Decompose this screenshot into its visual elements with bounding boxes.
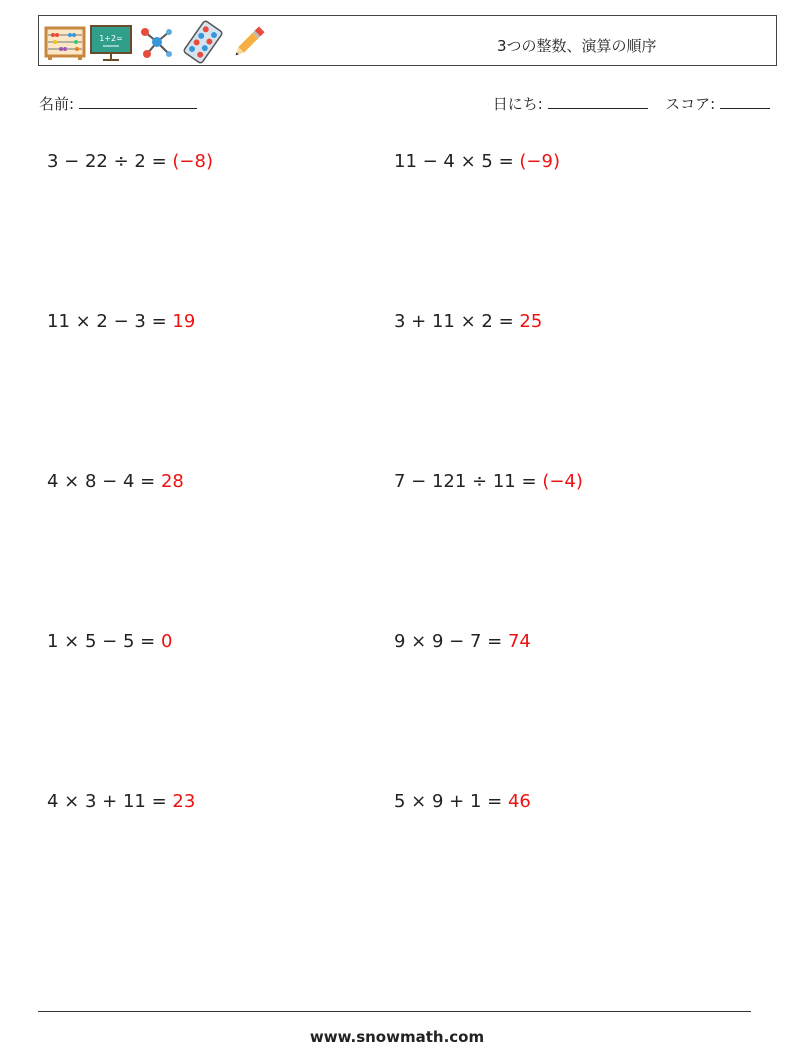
problem-answer: 74 [507,631,531,652]
problem-answer: (−4) [542,471,583,492]
problem-6 [394,470,583,494]
problem-answer: (−8) [172,151,213,172]
problem-answer: 23 [172,791,196,812]
header-icons [43,20,273,64]
problem-expression: 3 + 11 × 2 = [394,311,514,332]
problem-expression: 11 × 2 − 3 = [47,311,167,332]
footer-url[interactable]: www.snowmath.com [309,1028,485,1046]
chalkboard-text: 1+2= [99,34,123,43]
score-label: スコア: [665,95,716,113]
problem-4 [394,310,542,334]
abacus-icon [43,20,87,64]
problem-answer: 46 [507,791,531,812]
name-label: 名前: [39,95,75,113]
problem-7 [47,630,172,654]
problem-expression: 11 − 4 × 5 = [394,151,514,172]
date-label: 日にち: [492,95,543,113]
problem-answer: 25 [519,311,543,332]
problem-answer: 0 [160,631,173,652]
problem-expression: 5 × 9 + 1 = [394,791,503,812]
worksheet-header [38,15,777,66]
molecule-icon [135,20,179,64]
problem-10 [394,790,531,814]
problem-answer: 19 [172,311,196,332]
problem-9 [47,790,195,814]
pencil-icon [227,20,271,64]
problem-2 [394,150,560,174]
footer-divider [38,1011,751,1012]
name-blank[interactable] [79,94,197,109]
chalkboard-icon [89,20,133,64]
score-blank[interactable] [720,94,770,109]
worksheet-title: 3つの整数、演算の順序 [497,37,657,55]
problem-expression: 4 × 8 − 4 = [47,471,156,492]
problem-5 [47,470,184,494]
name-field [39,94,197,114]
problem-expression: 4 × 3 + 11 = [47,791,167,812]
problem-3 [47,310,195,334]
problem-1 [47,150,213,174]
problem-answer: 28 [160,471,184,492]
problem-expression: 7 − 121 ÷ 11 = [394,471,537,492]
problem-expression: 3 − 22 ÷ 2 = [47,151,167,172]
problem-expression: 9 × 9 − 7 = [394,631,503,652]
problem-answer: (−9) [519,151,560,172]
date-score-fields [493,94,770,114]
problem-8 [394,630,531,654]
date-blank[interactable] [548,94,648,109]
problem-expression: 1 × 5 − 5 = [47,631,156,652]
pill-blister-icon [181,20,225,64]
